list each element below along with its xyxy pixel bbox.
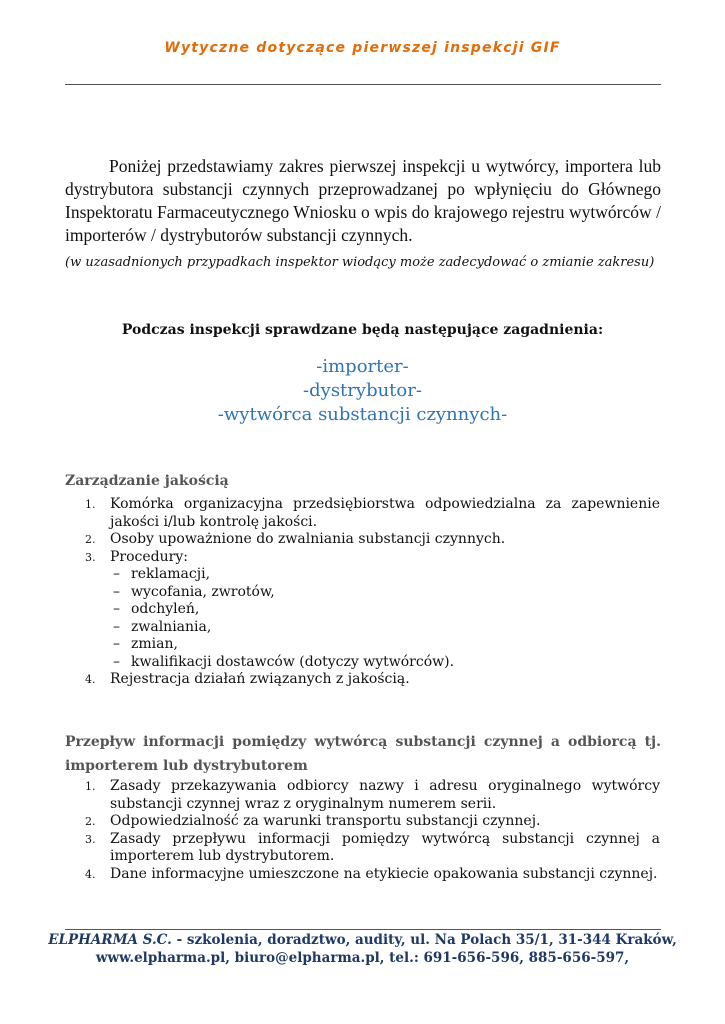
list-item <box>85 531 660 549</box>
list-item <box>85 866 660 884</box>
list-item-number: 3. <box>85 550 96 564</box>
sub-list-item-text: wycofania, zwrotów, <box>131 583 275 600</box>
dash-bullet: – <box>113 566 120 582</box>
list-item-number: 1. <box>85 498 96 511</box>
sub-list-item-text: kwalifikacji dostawców (dotyczy wytwórców). <box>131 653 455 670</box>
list-item-number: 4. <box>85 673 96 686</box>
intro-paragraph: Poniżej przedstawiamy zakres pierwszej inspekcji u wytwórcy, importera lub dystrybutora substancji czynnych przeprowadzanej po wpłynięciu do Głównego Inspektoratu Farmaceutycznego Wniosku o wpis do krajowego rejestru wytwórców / importerów / dystrybutorów substancji czynnych. <box>65 156 661 245</box>
section2-title: Przepływ informacji pomiędzy wytwórcą substancji czynnej a odbiorcą tj. importerem lub dystrybutorem <box>65 734 661 774</box>
intro-note: (w uzasadnionych przypadkach inspektor wiodący może zadecydować o zmianie zakresu) <box>65 255 655 270</box>
inspection-lead: Podczas inspekcji sprawdzane będą następujące zagadnienia: <box>121 322 604 338</box>
list-item-number: 1. <box>85 780 96 793</box>
sub-list-item <box>85 566 660 584</box>
roles-list <box>0 355 725 427</box>
list-item <box>85 496 660 531</box>
footer-line-1 <box>0 932 725 948</box>
dash-bullet: – <box>113 583 120 600</box>
dash-bullet: – <box>113 601 120 617</box>
list-item <box>85 671 660 689</box>
sub-list-item <box>85 619 660 637</box>
sub-list-item-text: odchyleń, <box>131 601 200 617</box>
dash-bullet: – <box>113 653 120 670</box>
sub-list-item <box>85 584 660 602</box>
list-item-text: Procedury: <box>110 548 188 565</box>
role-distributor: -dystrybutor- <box>303 380 422 401</box>
list-item-text: Zasady przekazywania odbiorcy nazwy i adresu oryginalnego wytwórcy substancji czynnej wraz z oryginalnym numerem serii. <box>110 778 660 812</box>
sub-list-item-text: reklamacji, <box>131 566 211 582</box>
role-importer: -importer- <box>316 356 409 377</box>
footer-contact: www.elpharma.pl, biuro@elpharma.pl, tel.: 691-656-596, 885-656-597, <box>95 950 630 966</box>
list-item-text: Komórka organizacyjna przedsiębiorstwa odpowiedzialna za zapewnienie jakości i/lub kontrolę jakości. <box>110 496 660 530</box>
footer-divider <box>65 929 661 930</box>
list-item <box>85 813 660 831</box>
role-manufacturer: -wytwórca substancji czynnych- <box>217 404 508 425</box>
list-item-number: 2. <box>85 815 96 828</box>
list-item-number: 3. <box>85 832 96 846</box>
list-item-text: Rejestracja działań związanych z jakością. <box>110 671 410 687</box>
footer-services-address: - szkolenia, doradztwo, audity, ul. Na Polach 35/1, 31-344 Kraków, <box>171 932 677 948</box>
footer-company: ELPHARMA S.C. <box>48 932 172 948</box>
sub-list-item <box>85 601 660 619</box>
sub-list-item <box>85 636 660 654</box>
list-item-text: Osoby upoważnione do zwalniania substancji czynnych. <box>110 531 506 547</box>
list-item-text: Zasady przepływu informacji pomiędzy wytwórcą substancji czynnej a importerem lub dystrybutorem. <box>110 830 660 864</box>
list-item <box>85 778 660 813</box>
sub-list-item-text: zwalniania, <box>131 618 212 635</box>
section1-title: Zarządzanie jakością <box>65 473 229 489</box>
sub-list-item-text: zmian, <box>131 636 178 652</box>
list-item-number: 2. <box>85 533 96 546</box>
list-item-text: Dane informacyjne umieszczone na etykiecie opakowania substancji czynnej. <box>110 865 658 882</box>
section2-list <box>85 778 660 883</box>
page-header-title: Wytyczne dotyczące pierwszej inspekcji GIF <box>164 40 561 56</box>
sub-list-item <box>85 654 660 672</box>
list-item <box>85 831 660 866</box>
header-divider <box>65 84 661 85</box>
list-item-number: 4. <box>85 867 96 881</box>
list-item <box>85 549 660 567</box>
list-item-text: Odpowiedzialność za warunki transportu substancji czynnej. <box>110 813 541 829</box>
dash-bullet: – <box>113 636 120 652</box>
dash-bullet: – <box>113 618 120 635</box>
section1-list <box>85 496 660 689</box>
